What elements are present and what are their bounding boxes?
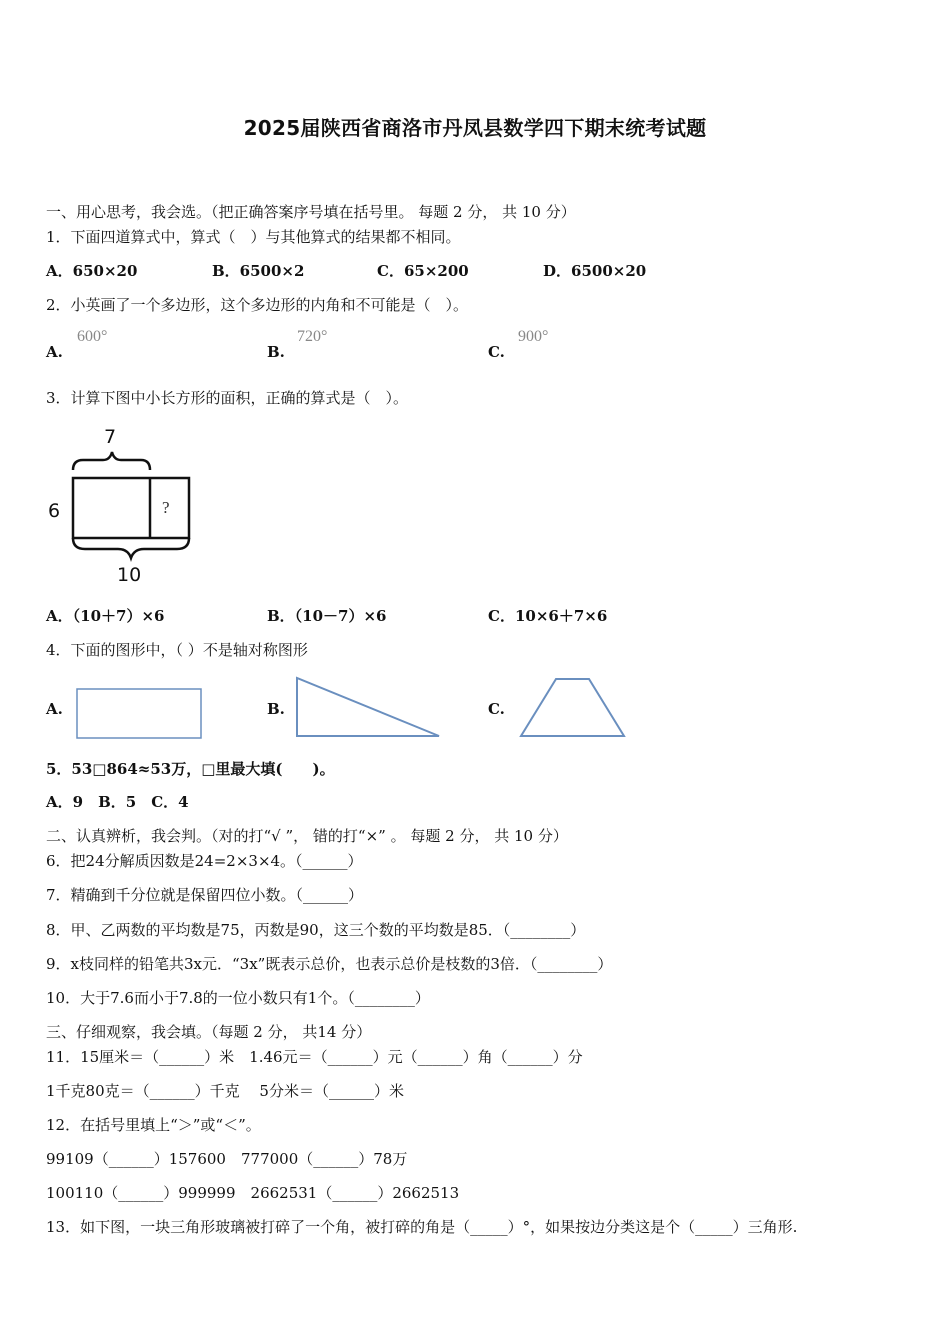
q4-text: 4．下面的图形中，（ ）不是轴对称图形 bbox=[46, 641, 308, 659]
q13-text: 13．如下图，一块三角形玻璃被打碎了一个角，被打碎的角是（_____）°，如果按边分类这是个（_____）三角形. bbox=[46, 1218, 798, 1236]
figure-top-label: 7 bbox=[104, 426, 117, 448]
q11-line1: 11．15厘米＝（______）米 1.46元＝（______）元（______）角（______）分 bbox=[46, 1048, 583, 1066]
q2-label-a: A. bbox=[46, 343, 63, 361]
q6-text: 6．把24分解质因数是24=2×3×4。（______） bbox=[46, 852, 363, 870]
section2-heading: 二、认真辨析，我会判。（对的打“√ ”， 错的打“×” 。 每题 2 分， 共 10 分） bbox=[46, 827, 568, 845]
section3-heading: 三、仔细观察，我会填。（每题 2 分， 共14 分） bbox=[46, 1023, 372, 1041]
right-triangle-shape bbox=[297, 678, 439, 736]
figure-bottom-label: 10 bbox=[117, 564, 142, 586]
section1-heading: 一、用心思考，我会选。（把正确答案序号填在括号里。 每题 2 分， 共 10 分） bbox=[46, 203, 576, 221]
q5-text: 5．53□864≈53万，□里最大填( )。 bbox=[46, 760, 335, 778]
q4-label-a: A. bbox=[46, 700, 63, 718]
figure-left-label: 6 bbox=[48, 500, 61, 522]
q12-line2: 100110（______）999999 2662531（______）2662513 bbox=[46, 1184, 460, 1202]
q1-option-c: C．65×200 bbox=[377, 262, 469, 280]
q1-text: 1．下面四道算式中，算式（ ）与其他算式的结果都不相同。 bbox=[46, 228, 461, 246]
q11-line2: 1千克80克＝（______）千克 5分米＝（______）米 bbox=[46, 1082, 404, 1100]
q4-label-c: C. bbox=[488, 700, 505, 718]
page-title: 2025届陕西省商洛市丹凤县数学四下期末统考试题 bbox=[243, 116, 707, 140]
q1-option-a: A．650×20 bbox=[46, 262, 138, 280]
q2-text: 2．小英画了一个多边形，这个多边形的内角和不可能是（ ）。 bbox=[46, 296, 469, 314]
q12-text: 12．在括号里填上“＞”或“＜”。 bbox=[46, 1116, 261, 1134]
rectangle-shape bbox=[77, 689, 201, 738]
q5-options: A．9 B．5 C．4 bbox=[46, 793, 189, 811]
q8-text: 8．甲、乙两数的平均数是75，丙数是90，这三个数的平均数是85．（________） bbox=[46, 921, 586, 939]
q2-value-a: 600° bbox=[77, 328, 108, 345]
q10-text: 10．大于7.6而小于7.8的一位小数只有1个。（________） bbox=[46, 989, 430, 1007]
trapezoid-shape bbox=[521, 679, 624, 736]
q9-text: 9．x枝同样的铅笔共3x元．“3x”既表示总价，也表示总价是枝数的3倍．（________） bbox=[46, 955, 613, 973]
q4-label-b: B. bbox=[267, 700, 285, 718]
q12-line1: 99109（______）157600 777000（______）78万 bbox=[46, 1150, 408, 1168]
q2-label-b: B. bbox=[267, 343, 285, 361]
q3-option-c: C．10×6＋7×6 bbox=[488, 607, 608, 625]
q3-option-b: B．（10－7）×6 bbox=[267, 607, 387, 625]
q1-option-b: B．6500×2 bbox=[212, 262, 305, 280]
figure-unknown-label: ? bbox=[162, 498, 170, 517]
q7-text: 7．精确到千分位就是保留四位小数。（______） bbox=[46, 886, 364, 904]
q2-label-c: C. bbox=[488, 343, 505, 361]
q2-value-b: 720° bbox=[297, 328, 328, 345]
q4-shapes bbox=[70, 672, 640, 744]
q3-text: 3．计算下图中小长方形的面积，正确的算式是（ ）。 bbox=[46, 389, 409, 407]
q1-option-d: D．6500×20 bbox=[543, 262, 647, 280]
q2-value-c: 900° bbox=[518, 328, 549, 345]
q3-option-a: A．（10＋7）×6 bbox=[46, 607, 165, 625]
